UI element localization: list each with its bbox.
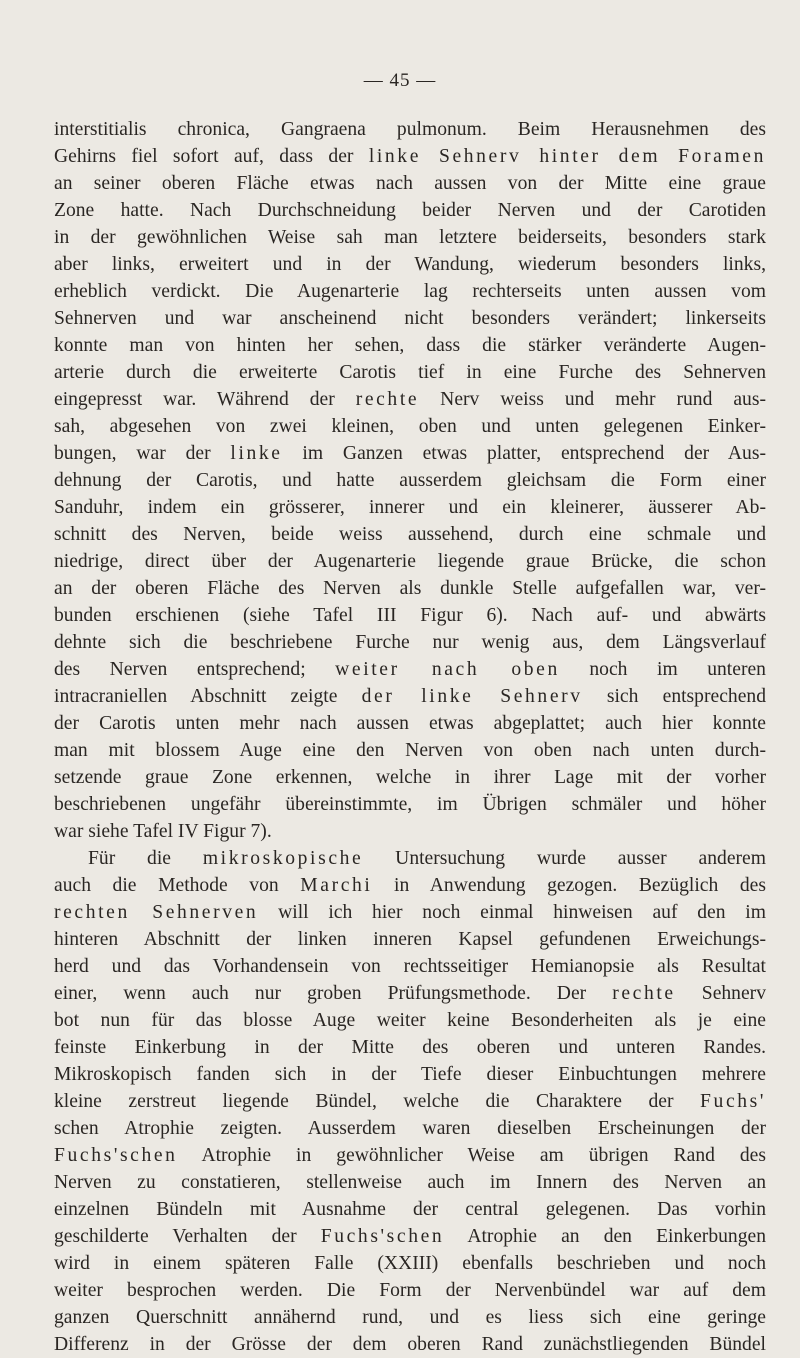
text-run: auch die Methode von: [54, 875, 301, 896]
text-run: ganzen Querschnitt annähernd rund, und es liess sich eine geringe: [54, 1307, 766, 1328]
text-line: [54, 1061, 766, 1088]
text-run: Zone hatte. Nach Durchschneidung beider Nerven und der Carotiden: [54, 200, 766, 221]
text-line: [54, 1277, 766, 1304]
text-run: man mit blossem Auge eine den Nerven von oben nach unten durch-: [54, 740, 766, 761]
text-run: geschilderte Verhalten der: [54, 1226, 321, 1247]
text-line: [54, 980, 766, 1007]
text-run: in der gewöhnlichen Weise sah man letztere beiderseits, besonders stark: [54, 227, 766, 248]
text-run: schnitt des Nerven, beide weiss aussehend, durch eine schmale und: [54, 524, 766, 545]
text-run: interstitialis chronica, Gangraena pulmonum. Beim Herausnehmen des: [54, 119, 766, 140]
text-line: [54, 386, 766, 413]
text-run: war siehe Tafel IV Figur 7).: [54, 821, 272, 842]
text-line: [54, 1196, 766, 1223]
spaced-emphasis: weiter nach oben: [335, 659, 560, 680]
text-line: [54, 818, 766, 845]
text-run: einzelnen Bündeln mit Ausnahme der central gelegenen. Das vorhin: [54, 1199, 766, 1220]
paragraph-start: Für die: [88, 848, 203, 869]
spaced-emphasis: mikroskopische: [202, 848, 364, 869]
text-run: weiter besprochen werden. Die Form der Nervenbündel war auf dem: [54, 1280, 766, 1301]
text-run: intracraniellen Abschnitt zeigte: [54, 686, 362, 707]
text-line: [54, 602, 766, 629]
spaced-emphasis: linke: [230, 443, 283, 464]
text-run: dehnung der Carotis, und hatte ausserdem gleichsam die Form einer: [54, 470, 766, 491]
text-line: [54, 1169, 766, 1196]
text-run: bot nun für das blosse Auge weiter keine Besonderheiten als je eine: [54, 1010, 766, 1031]
text-line: [54, 467, 766, 494]
text-line: [54, 764, 766, 791]
text-line: [54, 413, 766, 440]
text-line: [54, 521, 766, 548]
text-line: [54, 1223, 766, 1250]
text-run: niedrige, direct über der Augenarterie liegende graue Brücke, die schon: [54, 551, 766, 572]
text-run: setzende graue Zone erkennen, welche in ihrer Lage mit der vorher: [54, 767, 766, 788]
text-run: noch im unteren: [559, 659, 766, 680]
text-line: [54, 251, 766, 278]
spaced-emphasis: der linke Sehnerv: [361, 686, 583, 707]
spaced-emphasis: Fuchs'schen: [320, 1226, 445, 1247]
text-line: [54, 1115, 766, 1142]
text-run: Mikroskopisch fanden sich in der Tiefe dieser Einbuchtungen mehrere: [54, 1064, 766, 1085]
spaced-emphasis: Marchi: [300, 875, 373, 896]
text-run: aber links, erweitert und in der Wandung, wiederum besonders links,: [54, 254, 766, 275]
text-run: an seiner oberen Fläche etwas nach aussen von der Mitte eine graue: [54, 173, 766, 194]
text-run: wird in einem späteren Falle (XXIII) ebenfalls beschrieben und noch: [54, 1253, 766, 1274]
text-run: in Anwendung gezogen. Bezüglich des: [372, 875, 766, 896]
text-run: dehnte sich die beschriebene Furche nur wenig aus, dem Längsverlauf: [54, 632, 766, 653]
text-line: [54, 656, 766, 683]
spaced-emphasis: rechten Sehnerven: [54, 902, 259, 923]
text-line: [54, 1088, 766, 1115]
text-run: will ich hier noch einmal hinweisen auf den im: [258, 902, 766, 923]
text-run: im Ganzen etwas platter, entsprechend der Aus-: [282, 443, 766, 464]
text-run: Nerv weiss und mehr rund aus-: [419, 389, 766, 410]
text-run: hinteren Abschnitt der linken inneren Kapsel gefundenen Erweichungs-: [54, 929, 766, 950]
text-run: arterie durch die erweiterte Carotis tief in eine Furche des Sehnerven: [54, 362, 766, 383]
text-line: [54, 710, 766, 737]
spaced-emphasis: Fuchs': [700, 1091, 766, 1112]
text-line: [54, 1007, 766, 1034]
text-line: [54, 116, 766, 143]
spaced-emphasis: Fuchs'schen: [54, 1145, 178, 1166]
text-run: eingepresst war. Während der: [54, 389, 356, 410]
text-run: Sanduhr, indem ein grösserer, innerer und ein kleinerer, äusserer Ab-: [54, 497, 766, 518]
text-run: des Nerven entsprechend;: [54, 659, 336, 680]
text-run: einer, wenn auch nur groben Prüfungsmethode. Der: [54, 983, 613, 1004]
text-run: konnte man von hinten her sehen, dass die stärker veränderte Augen-: [54, 335, 766, 356]
text-line: [54, 224, 766, 251]
text-line: [54, 548, 766, 575]
text-run: bunden erschienen (siehe Tafel III Figur 6). Nach auf- und abwärts: [54, 605, 766, 626]
spaced-emphasis: rechte: [612, 983, 676, 1004]
text-line: [54, 683, 766, 710]
text-line: [54, 440, 766, 467]
text-run: herd und das Vorhandensein von rechtsseitiger Hemianopsie als Resultat: [54, 956, 766, 977]
text-line: [54, 575, 766, 602]
spaced-emphasis: rechte: [355, 389, 420, 410]
text-line: [54, 899, 766, 926]
text-line: [54, 791, 766, 818]
text-line: [54, 872, 766, 899]
text-line: [54, 143, 766, 170]
text-line: [54, 170, 766, 197]
text-line: [54, 197, 766, 224]
text-line: [54, 845, 766, 872]
text-line: [54, 1331, 766, 1358]
text-run: sah, abgesehen von zwei kleinen, oben und unten gelegenen Einker-: [54, 416, 766, 437]
text-run: feinste Einkerbung in der Mitte des oberen und unteren Randes.: [54, 1037, 766, 1058]
text-line: [54, 332, 766, 359]
text-line: [54, 629, 766, 656]
text-run: Atrophie in gewöhnlicher Weise am übrigen Rand des: [177, 1145, 766, 1166]
text-line: [54, 1034, 766, 1061]
text-line: [54, 1142, 766, 1169]
text-run: Sehnerv: [675, 983, 766, 1004]
text-run: Sehnerven und war anscheinend nicht besonders verändert; linkerseits: [54, 308, 766, 329]
text-run: sich entsprechend: [582, 686, 766, 707]
text-line: [54, 737, 766, 764]
text-line: [54, 926, 766, 953]
text-run: der Carotis unten mehr nach aussen etwas abgeplattet; auch hier konnte: [54, 713, 766, 734]
body-text: [54, 116, 766, 1358]
text-line: [54, 1304, 766, 1331]
text-line: [54, 1250, 766, 1277]
text-run: bungen, war der: [54, 443, 231, 464]
text-line: [54, 953, 766, 980]
text-run: Untersuchung wurde ausser anderem: [363, 848, 766, 869]
text-run: Nerven zu constatieren, stellenweise auch im Innern des Nerven an: [54, 1172, 766, 1193]
text-line: [54, 359, 766, 386]
text-run: kleine zerstreut liegende Bündel, welche die Charaktere der: [54, 1091, 701, 1112]
text-run: erheblich verdickt. Die Augenarterie lag rechterseits unten aussen vom: [54, 281, 766, 302]
text-line: [54, 278, 766, 305]
spaced-emphasis: linke Sehnerv hinter dem Foramen: [368, 146, 766, 167]
text-run: Differenz in der Grösse der dem oberen Rand zunächstliegenden Bündel: [54, 1334, 766, 1355]
text-run: beschriebenen ungefähr übereinstimmte, im Übrigen schmäler und höher: [54, 794, 766, 815]
text-line: [54, 305, 766, 332]
text-run: Atrophie an den Einkerbungen: [444, 1226, 766, 1247]
text-run: Gehirns fiel sofort auf, dass der: [54, 146, 369, 167]
text-line: [54, 494, 766, 521]
text-run: schen Atrophie zeigten. Ausserdem waren dieselben Erscheinungen der: [54, 1118, 766, 1139]
page-number: — 45 —: [363, 70, 437, 91]
text-run: an der oberen Fläche des Nerven als dunkle Stelle aufgefallen war, ver-: [54, 578, 766, 599]
